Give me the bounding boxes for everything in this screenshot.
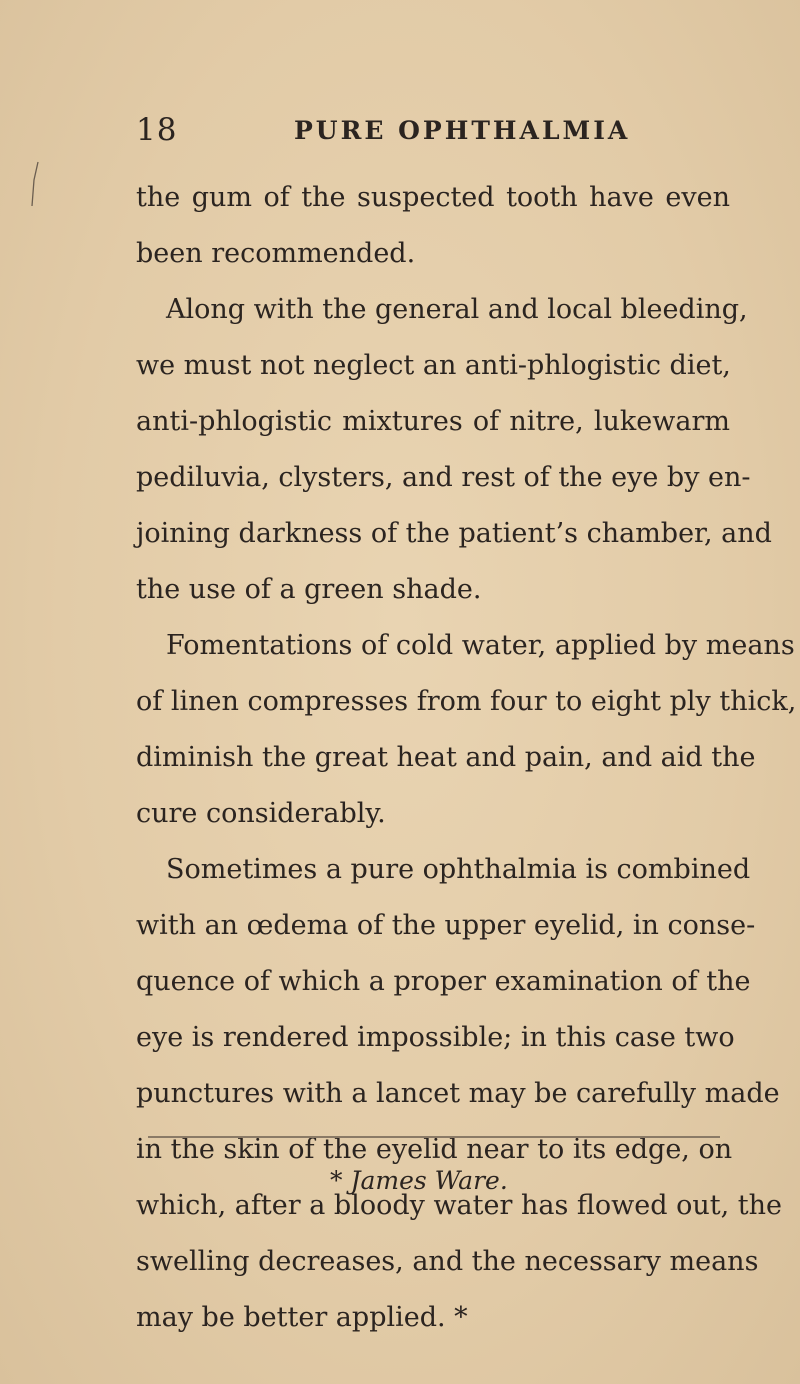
text-line: the use of a green shade. bbox=[136, 574, 482, 605]
text-line: the gum of the suspected tooth have even bbox=[136, 182, 730, 213]
text-line: punctures with a lancet may be carefully made bbox=[136, 1078, 780, 1109]
text-line: may be better applied. * bbox=[136, 1302, 468, 1333]
text-line: been recommended. bbox=[136, 238, 416, 269]
text-line: joining darkness of the patient’s chamber, and bbox=[136, 518, 772, 549]
text-line: anti-phlogistic mixtures of nitre, lukewarm bbox=[136, 406, 730, 437]
text-line: of linen compresses from four to eight ply thick, bbox=[136, 686, 797, 717]
text-line: with an œdema of the upper eyelid, in conse- bbox=[136, 910, 756, 941]
text-line: Along with the general and local bleeding, bbox=[166, 294, 748, 325]
text-line: which, after a bloody water has flowed out, the bbox=[136, 1190, 782, 1221]
text-line: Sometimes a pure ophthalmia is combined bbox=[166, 854, 751, 885]
text-line: eye is rendered impossible; in this case two bbox=[136, 1022, 735, 1053]
margin-pencil-mark bbox=[26, 160, 44, 208]
text-line: quence of which a proper examination of the bbox=[136, 966, 751, 997]
text-line: cure considerably. bbox=[136, 798, 386, 829]
text-line: in the skin of the eyelid near to its edge, on bbox=[136, 1134, 733, 1165]
text-line: swelling decreases, and the necessary means bbox=[136, 1246, 759, 1277]
text-line: we must not neglect an anti-phlogistic diet, bbox=[136, 350, 731, 381]
text-line: diminish the great heat and pain, and aid the bbox=[136, 742, 756, 773]
page-header bbox=[136, 112, 736, 152]
running-head: PURE OPHTHALMIA bbox=[294, 116, 631, 145]
footnote-rule bbox=[148, 1136, 720, 1138]
footnote: * James Ware. bbox=[330, 1166, 508, 1195]
page-number: 18 bbox=[136, 112, 178, 148]
text-line: pediluvia, clysters, and rest of the eye by en- bbox=[136, 462, 751, 493]
text-line: Fomentations of cold water, applied by means bbox=[166, 630, 795, 661]
